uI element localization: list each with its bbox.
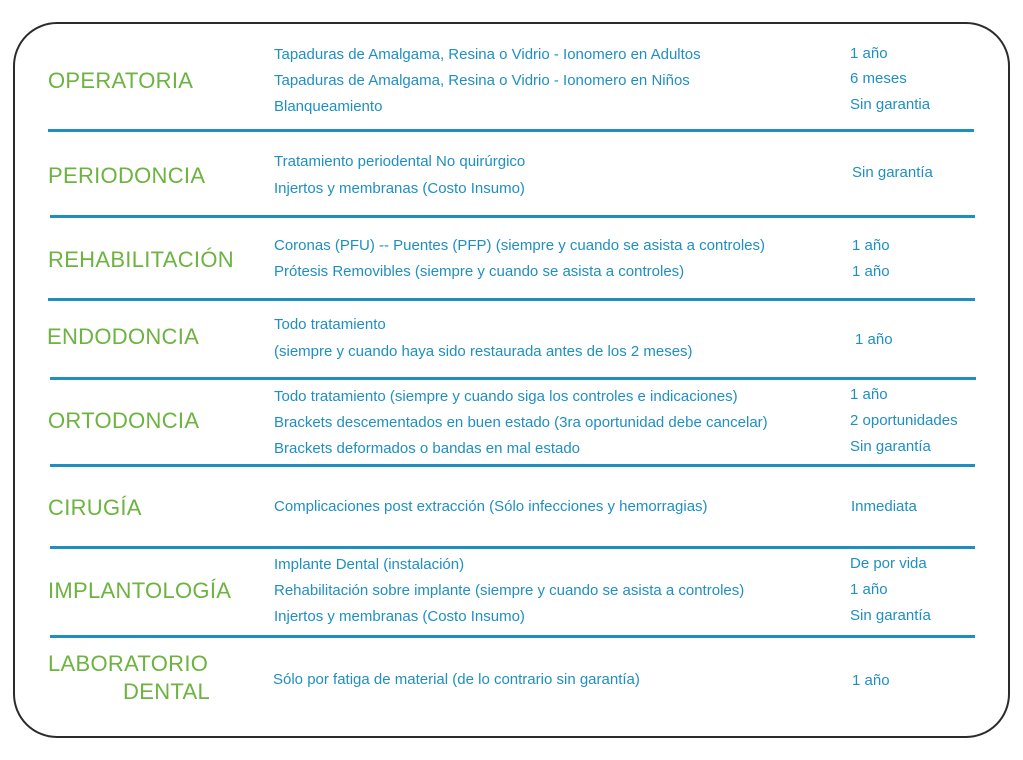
- treatment-item: (siempre y cuando haya sido restaurada antes de los 2 meses): [274, 343, 693, 360]
- section-divider: [50, 377, 976, 380]
- warranty-value: De por vida: [850, 555, 927, 572]
- category-line: LABORATORIO: [48, 651, 209, 676]
- category-endodoncia: ENDODONCIA: [47, 324, 200, 349]
- treatment-item: Tapaduras de Amalgama, Resina o Vidrio - Ionomero en Niños: [274, 72, 690, 89]
- treatment-item: Coronas (PFU) -- Puentes (PFP) (siempre y cuando se asista a controles): [274, 237, 766, 254]
- treatment-item: Injertos y membranas (Costo Insumo): [274, 180, 525, 197]
- warranty-value: Sin garantía: [850, 438, 931, 455]
- category-laboratorio-dental: [48, 650, 210, 706]
- treatment-item: Brackets deformados o bandas en mal estado: [274, 440, 581, 457]
- category-periodoncia: PERIODONCIA: [48, 163, 206, 188]
- category-implantologia: IMPLANTOLOGÍA: [48, 578, 232, 603]
- warranty-value: 1 año: [850, 581, 888, 598]
- warranty-value: 1 año: [852, 263, 890, 280]
- treatment-item: Rehabilitación sobre implante (siempre y cuando se asista a controles): [274, 582, 745, 599]
- treatment-item: Implante Dental (instalación): [274, 556, 465, 573]
- treatment-item: Brackets descementados en buen estado (3ra oportunidad debe cancelar): [274, 414, 768, 431]
- treatment-item: Injertos y membranas (Costo Insumo): [274, 608, 525, 625]
- warranty-value: 1 año: [850, 386, 888, 403]
- category-line: DENTAL: [123, 679, 210, 704]
- warranty-value: Sin garantía: [850, 607, 931, 624]
- treatment-item: Tapaduras de Amalgama, Resina o Vidrio - Ionomero en Adultos: [274, 46, 701, 63]
- treatment-item: Complicaciones post extracción (Sólo infecciones y hemorragias): [274, 498, 708, 515]
- section-divider: [50, 215, 975, 218]
- category-rehabilitacion: REHABILITACIÓN: [48, 247, 234, 272]
- treatment-item: Tratamiento periodental No quirúrgico: [274, 153, 526, 170]
- section-divider: [50, 546, 975, 549]
- section-divider: [48, 298, 975, 301]
- warranty-value: 1 año: [852, 672, 890, 689]
- treatment-item: Todo tratamiento: [274, 316, 386, 333]
- warranty-value: Sin garantia: [850, 96, 931, 113]
- warranty-value: 6 meses: [850, 70, 907, 87]
- category-cirugia: CIRUGÍA: [48, 495, 142, 520]
- treatment-item: Todo tratamiento (siempre y cuando siga los controles e indicaciones): [274, 388, 738, 405]
- treatment-item: Sólo por fatiga de material (de lo contrario sin garantía): [273, 671, 640, 688]
- warranty-value: Inmediata: [851, 498, 917, 515]
- section-divider: [48, 129, 974, 132]
- treatment-item: Blanqueamiento: [274, 98, 383, 115]
- treatment-item: Prótesis Removibles (siempre y cuando se asista a controles): [274, 263, 685, 280]
- section-divider: [50, 464, 975, 467]
- warranty-value: 1 año: [855, 331, 893, 348]
- warranty-value: 1 año: [852, 237, 890, 254]
- warranty-value: 2 oportunidades: [850, 412, 958, 429]
- category-operatoria: OPERATORIA: [48, 68, 194, 93]
- warranty-value: Sin garantía: [852, 164, 933, 181]
- section-divider: [50, 635, 975, 638]
- category-ortodoncia: ORTODONCIA: [48, 408, 200, 433]
- warranty-value: 1 año: [850, 45, 888, 62]
